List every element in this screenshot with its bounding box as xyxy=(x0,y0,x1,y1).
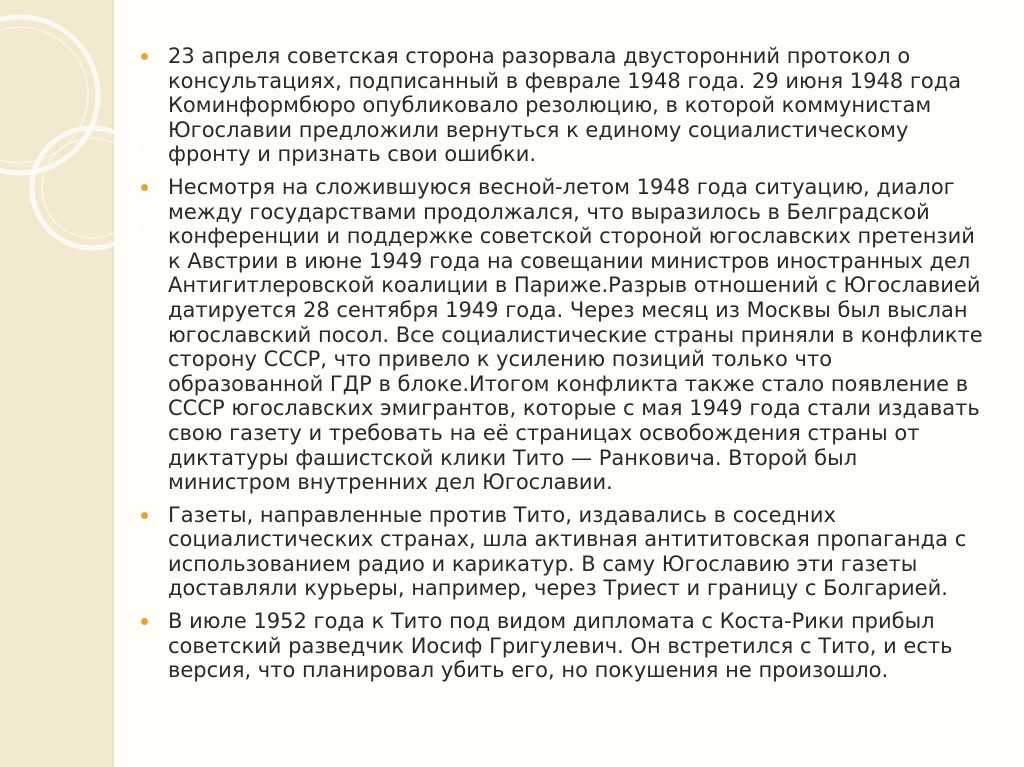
decorative-circles xyxy=(0,0,140,300)
bullet-dot-icon xyxy=(141,512,148,519)
bullet-dot-icon xyxy=(141,53,148,60)
bullet-dot-icon xyxy=(141,184,148,191)
bullet-item-3 xyxy=(138,503,983,601)
bullet-text: 23 апреля советская сторона разорвала двусторонний протокол о консультациях, подписанный в феврале 1948 года. 29 июня 1948 года Коминформбюро опубликовало резолюцию, в которой коммунистам Югославии предложили вернуться к единому социалистическому фронту и признать свои ошибки. xyxy=(168,44,962,167)
bullet-text: Газеты, направленные против Тито, издавались в соседних социалистических странах, шла активная антититовская пропаганда с использованием радио и карикатур. В саму Югославию эти газеты доставляли курьеры, например, через Триест и границу с Болгарией. xyxy=(168,502,967,601)
bullet-item-4 xyxy=(138,609,983,683)
bullet-list xyxy=(138,44,983,691)
bullet-item-1 xyxy=(138,44,983,167)
bullet-dot-icon xyxy=(141,618,148,625)
bullet-text: В июле 1952 года к Тито под видом дипломата с Коста-Рики прибыл советский разведчик Иосиф Григулевич. Он встретился с Тито, и есть версия, что планировал убить его, но покушения не произошло. xyxy=(168,609,953,683)
bullet-item-2 xyxy=(138,175,983,495)
bullet-text: Несмотря на сложившуюся весной-летом 1948 года ситуацию, диалог между государствами продолжался, что выразилось в Белградской конференции и поддержке советской стороной югославских претензий к Австрии в июне 1949 года на совещании министров иностранных дел Антигитлеровской коалиции в Париже.Разрыв отношений с Югославией датируется 28 сентября 1949 года. Через месяц из Москвы был выслан югославский посол. Все социалистические страны приняли в конфликте сторону СССР, что привело к усилению позиций только что образованной ГДР в блоке.Итогом конфликта также стало появление в СССР югославских эмигрантов, которые с мая 1949 года стали издавать свою газету и требовать на её страницах освобождения страны от диктатуры фашистской клики Тито — Ранковича. Второй был министром внутренних дел Югославии. xyxy=(168,174,983,495)
